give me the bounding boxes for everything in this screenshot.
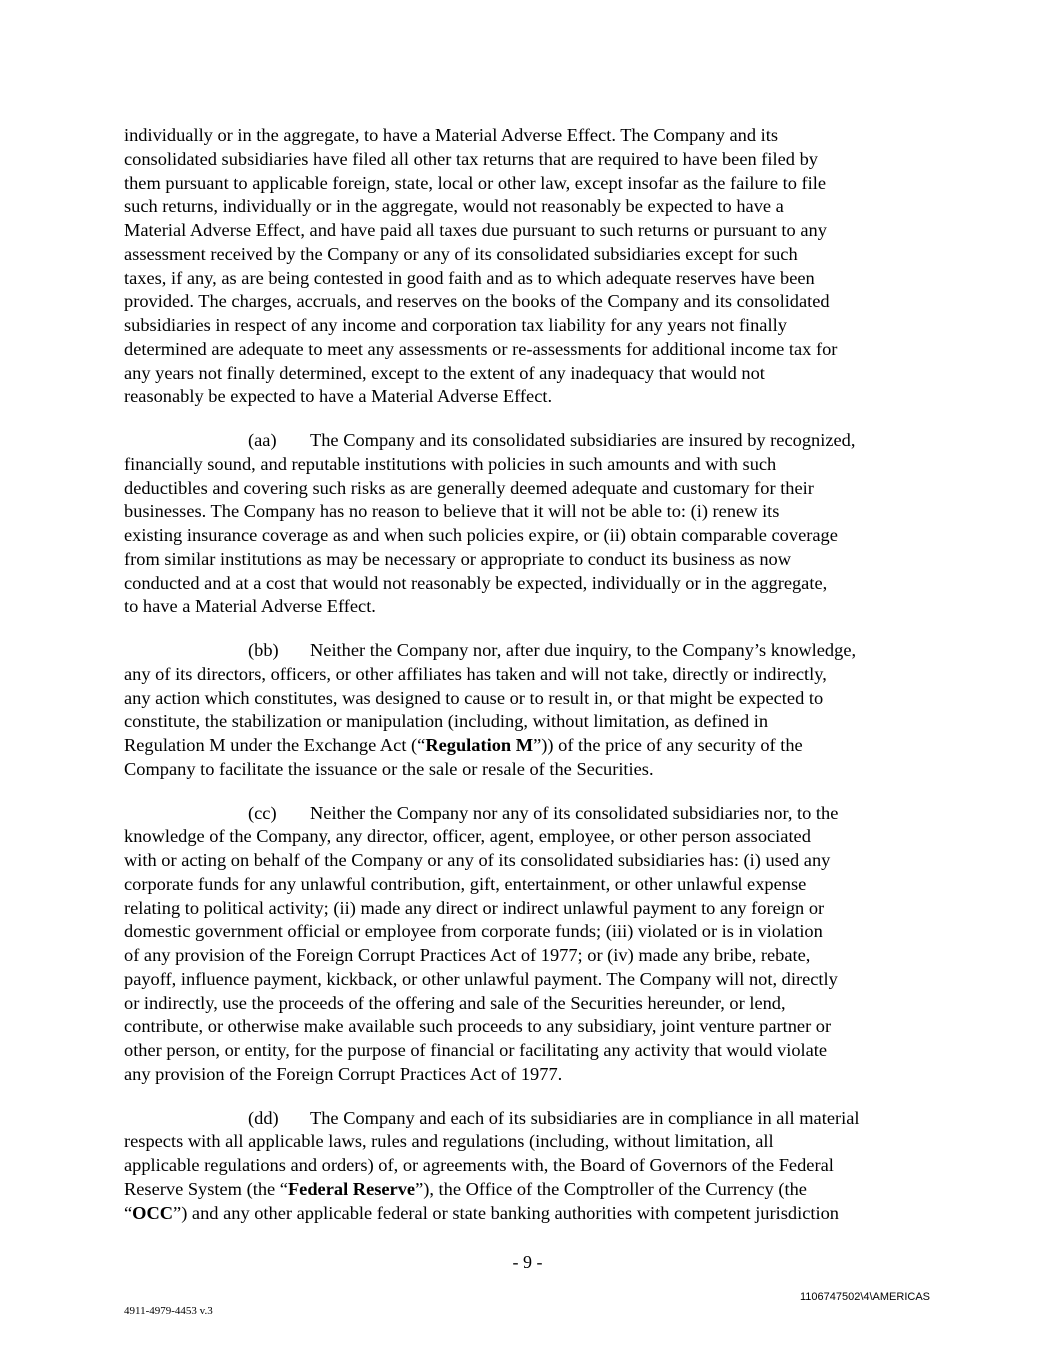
clause-text: The Company and each of its subsidiaries are in compliance in all material: [310, 1107, 860, 1128]
text-line: other person, or entity, for the purpose of financial or facilitating any activity that would violate: [124, 1040, 828, 1060]
paragraph-bb-stabilization: [124, 639, 930, 782]
text-line: them pursuant to applicable foreign, state, local or other law, except insofar as the failure to file: [124, 172, 826, 193]
document-id-left: 4911-4979-4453 v.3: [124, 1305, 213, 1317]
text-segment: Regulation M under the Exchange Act (“: [124, 735, 426, 755]
document-id-right: 1106747502\4\AMERICAS: [799, 1291, 930, 1303]
text-line: businesses. The Company has no reason to believe that it will not be able to: (i) renew its: [124, 501, 780, 522]
text-line: or indirectly, use the proceeds of the offering and sale of the Securities hereunder, or lend,: [124, 992, 786, 1013]
text-line: payoff, influence payment, kickback, or other unlawful payment. The Company will not, directly: [124, 968, 838, 989]
text-line: Company to facilitate the issuance or the sale or resale of the Securities.: [124, 758, 654, 779]
defined-term-occ: OCC: [132, 1202, 174, 1223]
text-line: consolidated subsidiaries have filed all other tax returns that are required to have been filed by: [124, 148, 818, 169]
text-line: with or acting on behalf of the Company or any of its consolidated subsidiaries has: (i) used any: [124, 850, 831, 870]
page-number: - 9 -: [512, 1252, 543, 1272]
text-line: any years not finally determined, except to the extent of any inadequacy that would not: [124, 362, 765, 383]
defined-term-regulation-m: Regulation M: [425, 735, 534, 755]
text-line: respects with all applicable laws, rules and regulations (including, without limitation, all: [124, 1131, 774, 1152]
text-line: taxes, if any, as are being contested in good faith and as to which adequate reserves have been: [124, 267, 815, 288]
defined-term-federal-reserve: Federal Reserve: [287, 1178, 416, 1199]
text-line: subsidiaries in respect of any income and corporation tax liability for any years not finally: [124, 315, 787, 335]
text-segment: Reserve System (the “: [124, 1178, 288, 1199]
text-line: provided. The charges, accruals, and reserves on the books of the Company and its consolidated: [124, 291, 830, 312]
text-line: conducted and at a cost that would not reasonably be expected, individually or in the aggregate,: [124, 572, 828, 593]
text-line: any of its directors, officers, or other affiliates has taken and will not take, directly or indirectly,: [124, 663, 827, 684]
text-segment: “: [124, 1202, 133, 1223]
text-line: [124, 734, 930, 758]
text-line: existing insurance coverage as and when such policies expire, or (ii) obtain comparable coverage: [124, 525, 838, 545]
text-line: financially sound, and reputable institutions with policies in such amounts and with such: [124, 453, 777, 474]
text-line: deductibles and covering such risks as are generally deemed adequate and customary for their: [124, 477, 814, 498]
text-line: such returns, individually or in the aggregate, would not reasonably be expected to have a: [124, 196, 784, 217]
text-line: assessment received by the Company or any of its consolidated subsidiaries except for such: [124, 243, 798, 264]
text-line: domestic government official or employee from corporate funds; (iii) violated or is in violation: [124, 921, 823, 942]
text-line: contribute, or otherwise make available such proceeds to any subsidiary, joint venture partner or: [124, 1016, 832, 1037]
text-line: applicable regulations and orders) of, or agreements with, the Board of Governors of the Federal: [124, 1155, 834, 1175]
text-line: constitute, the stabilization or manipulation (including, without limitation, as defined in: [124, 711, 769, 732]
clause-text: Neither the Company nor any of its consolidated subsidiaries nor, to the: [310, 802, 839, 823]
text-line: corporate funds for any unlawful contribution, gift, entertainment, or other unlawful expense: [124, 873, 807, 894]
text-line: [124, 639, 930, 663]
text-line: of any provision of the Foreign Corrupt Practices Act of 1977; or (iv) made any bribe, rebate,: [124, 945, 811, 965]
paragraph-aa-insurance: [124, 429, 930, 619]
text-line: determined are adequate to meet any assessments or re-assessments for additional income tax for: [124, 338, 838, 359]
clause-label: (cc): [248, 802, 277, 823]
text-line: reasonably be expected to have a Material Adverse Effect.: [124, 386, 553, 407]
text-line: relating to political activity; (ii) made any direct or indirect unlawful payment to any foreign or: [124, 897, 825, 918]
clause-label: (dd): [248, 1107, 279, 1128]
text-line: any action which constitutes, was designed to cause or to result in, or that might be expected to: [124, 687, 824, 708]
text-line: [124, 802, 930, 826]
text-line: [124, 1202, 930, 1226]
text-line: [124, 1178, 930, 1202]
text-segment: ”), the Office of the Comptroller of the Currency (the: [415, 1178, 807, 1199]
paragraph-dd-compliance: [124, 1107, 930, 1226]
text-line: Material Adverse Effect, and have paid all taxes due pursuant to such returns or pursuant to any: [124, 220, 827, 240]
document-body: [124, 124, 930, 1245]
clause-text: Neither the Company nor, after due inquiry, to the Company’s knowledge,: [310, 640, 857, 660]
paragraph-tax-returns-continued: [124, 124, 930, 409]
clause-label: (bb): [248, 640, 279, 660]
clause-text: The Company and its consolidated subsidiaries are insured by recognized,: [310, 430, 856, 450]
text-line: individually or in the aggregate, to have a Material Adverse Effect. The Company and its: [124, 125, 779, 145]
text-segment: ”) and any other applicable federal or state banking authorities with competent jurisdiction: [173, 1202, 839, 1223]
text-line: knowledge of the Company, any director, officer, agent, employee, or other person associated: [124, 826, 811, 847]
text-line: to have a Material Adverse Effect.: [124, 596, 376, 617]
clause-label: (aa): [248, 430, 277, 450]
paragraph-cc-corrupt-practices: [124, 802, 930, 1087]
text-line: [124, 1107, 930, 1131]
text-line: [124, 429, 930, 453]
text-line: any provision of the Foreign Corrupt Practices Act of 1977.: [124, 1063, 563, 1084]
text-segment: ”)) of the price of any security of the: [533, 735, 803, 755]
text-line: from similar institutions as may be necessary or appropriate to conduct its business as now: [124, 548, 792, 569]
